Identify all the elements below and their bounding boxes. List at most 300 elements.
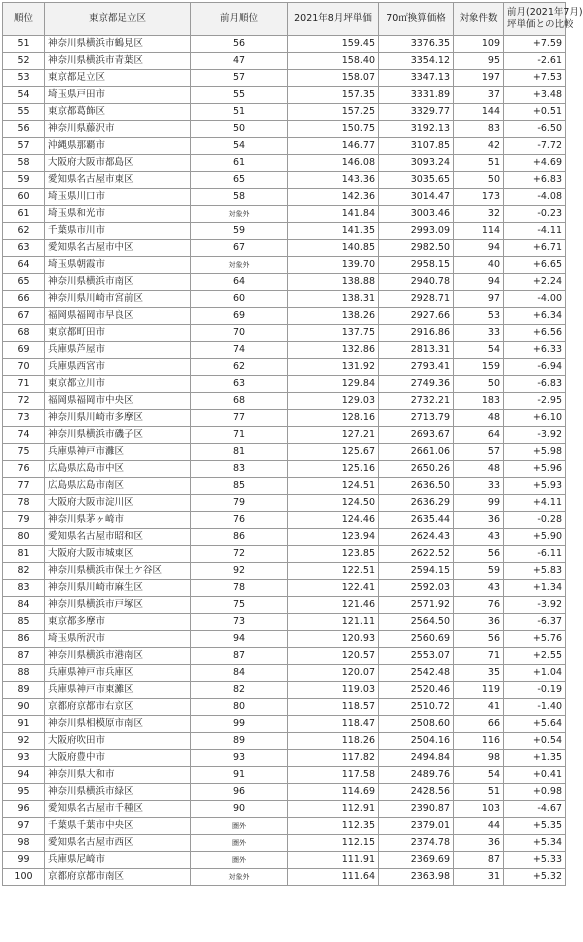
area-cell: 大阪府吹田市 [45, 733, 191, 750]
diff-cell: +6.10 [504, 410, 566, 427]
diff-cell: +5.33 [504, 852, 566, 869]
area-cell: 広島県広島市中区 [45, 461, 191, 478]
count-cell: 66 [454, 716, 504, 733]
prev-rank-cell: 対象外 [191, 869, 288, 886]
diff-cell: -0.19 [504, 682, 566, 699]
diff-cell: +7.53 [504, 70, 566, 87]
prev-rank-cell: 圏外 [191, 835, 288, 852]
area-cell: 福岡県福岡市中央区 [45, 393, 191, 410]
prev-rank-cell: 57 [191, 70, 288, 87]
price-tsubo-cell: 143.36 [288, 172, 379, 189]
price-70-cell: 2916.86 [379, 325, 454, 342]
diff-cell: +1.34 [504, 580, 566, 597]
area-cell: 大阪府大阪市都島区 [45, 155, 191, 172]
prev-rank-cell: 92 [191, 563, 288, 580]
prev-rank-cell: 51 [191, 104, 288, 121]
rank-cell: 76 [3, 461, 45, 478]
area-cell: 埼玉県所沢市 [45, 631, 191, 648]
diff-cell: -1.40 [504, 699, 566, 716]
area-cell: 神奈川県横浜市鶴見区 [45, 36, 191, 53]
count-cell: 31 [454, 869, 504, 886]
prev-rank-cell: 74 [191, 342, 288, 359]
price-70-cell: 2624.43 [379, 529, 454, 546]
table-row [3, 291, 566, 308]
price-70-cell: 2982.50 [379, 240, 454, 257]
table-row [3, 614, 566, 631]
count-cell: 64 [454, 427, 504, 444]
prev-rank-cell: 96 [191, 784, 288, 801]
diff-cell: -6.11 [504, 546, 566, 563]
rank-cell: 81 [3, 546, 45, 563]
table-row [3, 478, 566, 495]
price-tsubo-cell: 129.84 [288, 376, 379, 393]
table-row [3, 308, 566, 325]
count-cell: 51 [454, 784, 504, 801]
price-70-cell: 2520.46 [379, 682, 454, 699]
prev-rank-cell: 77 [191, 410, 288, 427]
table-row [3, 87, 566, 104]
table-row [3, 138, 566, 155]
diff-cell: +3.48 [504, 87, 566, 104]
count-cell: 57 [454, 444, 504, 461]
rank-cell: 99 [3, 852, 45, 869]
price-tsubo-cell: 124.50 [288, 495, 379, 512]
price-70-cell: 2622.52 [379, 546, 454, 563]
rank-cell: 59 [3, 172, 45, 189]
diff-cell: +5.96 [504, 461, 566, 478]
rank-cell: 67 [3, 308, 45, 325]
count-cell: 94 [454, 240, 504, 257]
price-tsubo-cell: 121.11 [288, 614, 379, 631]
price-70-cell: 2636.29 [379, 495, 454, 512]
table-row [3, 869, 566, 886]
table-row [3, 240, 566, 257]
price-tsubo-cell: 131.92 [288, 359, 379, 376]
rank-cell: 62 [3, 223, 45, 240]
diff-cell: +6.56 [504, 325, 566, 342]
table-row [3, 546, 566, 563]
diff-cell: +6.65 [504, 257, 566, 274]
prev-rank-cell: 89 [191, 733, 288, 750]
rank-cell: 52 [3, 53, 45, 70]
price-tsubo-cell: 150.75 [288, 121, 379, 138]
area-cell: 埼玉県朝霞市 [45, 257, 191, 274]
price-70-cell: 3192.13 [379, 121, 454, 138]
diff-cell: +2.55 [504, 648, 566, 665]
price-70-cell: 2940.78 [379, 274, 454, 291]
diff-cell: -4.11 [504, 223, 566, 240]
rank-cell: 53 [3, 70, 45, 87]
price-70-cell: 2363.98 [379, 869, 454, 886]
rank-cell: 74 [3, 427, 45, 444]
rank-cell: 72 [3, 393, 45, 410]
area-cell: 神奈川県横浜市緑区 [45, 784, 191, 801]
count-cell: 35 [454, 665, 504, 682]
price-70-cell: 3347.13 [379, 70, 454, 87]
table-row [3, 597, 566, 614]
diff-cell: +1.35 [504, 750, 566, 767]
area-cell: 兵庫県芦屋市 [45, 342, 191, 359]
count-cell: 54 [454, 767, 504, 784]
count-cell: 103 [454, 801, 504, 818]
table-row [3, 223, 566, 240]
table-row [3, 767, 566, 784]
prev-rank-cell: 67 [191, 240, 288, 257]
diff-cell: +7.59 [504, 36, 566, 53]
price-70-cell: 2508.60 [379, 716, 454, 733]
rank-cell: 64 [3, 257, 45, 274]
price-70-cell: 3329.77 [379, 104, 454, 121]
count-cell: 33 [454, 478, 504, 495]
price-70-cell: 2661.06 [379, 444, 454, 461]
area-cell: 東京都葛飾区 [45, 104, 191, 121]
rank-cell: 65 [3, 274, 45, 291]
diff-cell: -3.92 [504, 427, 566, 444]
diff-cell: +1.04 [504, 665, 566, 682]
header-diff-line2: 坪単価との比較 [507, 19, 574, 30]
table-row [3, 36, 566, 53]
area-cell: 兵庫県神戸市灘区 [45, 444, 191, 461]
price-70-cell: 3093.24 [379, 155, 454, 172]
count-cell: 159 [454, 359, 504, 376]
price-70-cell: 3035.65 [379, 172, 454, 189]
header-rank: 順位 [3, 3, 45, 36]
price-70-cell: 2542.48 [379, 665, 454, 682]
area-cell: 京都府京都市右京区 [45, 699, 191, 716]
price-70-cell: 3354.12 [379, 53, 454, 70]
price-tsubo-cell: 122.51 [288, 563, 379, 580]
price-tsubo-cell: 141.35 [288, 223, 379, 240]
area-cell: 兵庫県神戸市東灘区 [45, 682, 191, 699]
rank-cell: 60 [3, 189, 45, 206]
count-cell: 83 [454, 121, 504, 138]
table-row [3, 393, 566, 410]
area-cell: 大阪府大阪市淀川区 [45, 495, 191, 512]
price-tsubo-cell: 118.26 [288, 733, 379, 750]
price-70-cell: 2494.84 [379, 750, 454, 767]
prev-rank-cell: 81 [191, 444, 288, 461]
table-row [3, 529, 566, 546]
area-cell: 埼玉県戸田市 [45, 87, 191, 104]
area-cell: 愛知県名古屋市昭和区 [45, 529, 191, 546]
price-70-cell: 2958.15 [379, 257, 454, 274]
table-row [3, 495, 566, 512]
price-tsubo-cell: 157.35 [288, 87, 379, 104]
table-row [3, 852, 566, 869]
prev-rank-cell: 90 [191, 801, 288, 818]
price-70-cell: 2374.78 [379, 835, 454, 852]
header-price-tsubo: 2021年8月坪単価 [288, 3, 379, 36]
count-cell: 87 [454, 852, 504, 869]
ranking-table [2, 2, 583, 886]
price-tsubo-cell: 127.21 [288, 427, 379, 444]
area-cell: 大阪府大阪市城東区 [45, 546, 191, 563]
price-tsubo-cell: 121.46 [288, 597, 379, 614]
count-cell: 36 [454, 614, 504, 631]
diff-cell: -7.72 [504, 138, 566, 155]
diff-cell: -0.28 [504, 512, 566, 529]
price-tsubo-cell: 158.07 [288, 70, 379, 87]
price-tsubo-cell: 125.16 [288, 461, 379, 478]
prev-rank-cell: 59 [191, 223, 288, 240]
price-70-cell: 2594.15 [379, 563, 454, 580]
prev-rank-cell: 61 [191, 155, 288, 172]
price-tsubo-cell: 119.03 [288, 682, 379, 699]
price-70-cell: 2564.50 [379, 614, 454, 631]
diff-cell: +6.33 [504, 342, 566, 359]
price-70-cell: 2636.50 [379, 478, 454, 495]
count-cell: 33 [454, 325, 504, 342]
table-row [3, 699, 566, 716]
prev-rank-cell: 60 [191, 291, 288, 308]
area-cell: 福岡県福岡市早良区 [45, 308, 191, 325]
diff-cell: +4.69 [504, 155, 566, 172]
prev-rank-cell: 圏外 [191, 852, 288, 869]
area-cell: 東京都立川市 [45, 376, 191, 393]
count-cell: 50 [454, 172, 504, 189]
prev-rank-cell: 55 [191, 87, 288, 104]
count-cell: 37 [454, 87, 504, 104]
price-70-cell: 2927.66 [379, 308, 454, 325]
prev-rank-cell: 85 [191, 478, 288, 495]
price-tsubo-cell: 138.26 [288, 308, 379, 325]
table-row [3, 631, 566, 648]
diff-cell: +0.41 [504, 767, 566, 784]
rank-cell: 85 [3, 614, 45, 631]
area-cell: 神奈川県川崎市宮前区 [45, 291, 191, 308]
count-cell: 53 [454, 308, 504, 325]
rank-cell: 100 [3, 869, 45, 886]
rank-cell: 92 [3, 733, 45, 750]
rank-cell: 58 [3, 155, 45, 172]
rank-cell: 96 [3, 801, 45, 818]
diff-cell: +0.98 [504, 784, 566, 801]
table-row [3, 70, 566, 87]
area-cell: 神奈川県横浜市青葉区 [45, 53, 191, 70]
rank-cell: 63 [3, 240, 45, 257]
prev-rank-cell: 94 [191, 631, 288, 648]
prev-rank-cell: 71 [191, 427, 288, 444]
price-70-cell: 2428.56 [379, 784, 454, 801]
price-70-cell: 2560.69 [379, 631, 454, 648]
table-row [3, 733, 566, 750]
prev-rank-cell: 圏外 [191, 818, 288, 835]
price-70-cell: 2571.92 [379, 597, 454, 614]
table-row [3, 427, 566, 444]
table-row [3, 376, 566, 393]
diff-cell: +2.24 [504, 274, 566, 291]
price-tsubo-cell: 146.08 [288, 155, 379, 172]
price-70-cell: 2713.79 [379, 410, 454, 427]
rank-cell: 71 [3, 376, 45, 393]
price-tsubo-cell: 112.91 [288, 801, 379, 818]
table-row [3, 172, 566, 189]
header-prev-rank: 前月順位 [191, 3, 288, 36]
prev-rank-cell: 47 [191, 53, 288, 70]
table-row [3, 121, 566, 138]
price-tsubo-cell: 157.25 [288, 104, 379, 121]
count-cell: 54 [454, 342, 504, 359]
price-70-cell: 2928.71 [379, 291, 454, 308]
price-tsubo-cell: 140.85 [288, 240, 379, 257]
rank-cell: 97 [3, 818, 45, 835]
price-tsubo-cell: 124.51 [288, 478, 379, 495]
diff-cell: +5.93 [504, 478, 566, 495]
price-tsubo-cell: 146.77 [288, 138, 379, 155]
area-cell: 兵庫県神戸市兵庫区 [45, 665, 191, 682]
price-tsubo-cell: 137.75 [288, 325, 379, 342]
price-tsubo-cell: 141.84 [288, 206, 379, 223]
prev-rank-cell: 63 [191, 376, 288, 393]
price-70-cell: 2390.87 [379, 801, 454, 818]
area-cell: 千葉県千葉市中央区 [45, 818, 191, 835]
rank-cell: 73 [3, 410, 45, 427]
count-cell: 144 [454, 104, 504, 121]
price-70-cell: 3107.85 [379, 138, 454, 155]
area-cell: 兵庫県尼崎市 [45, 852, 191, 869]
prev-rank-cell: 64 [191, 274, 288, 291]
rank-cell: 86 [3, 631, 45, 648]
count-cell: 119 [454, 682, 504, 699]
rank-cell: 89 [3, 682, 45, 699]
price-tsubo-cell: 122.41 [288, 580, 379, 597]
diff-cell: +5.83 [504, 563, 566, 580]
count-cell: 183 [454, 393, 504, 410]
area-cell: 京都府京都市南区 [45, 869, 191, 886]
prev-rank-cell: 84 [191, 665, 288, 682]
rank-cell: 78 [3, 495, 45, 512]
count-cell: 116 [454, 733, 504, 750]
price-tsubo-cell: 139.70 [288, 257, 379, 274]
price-tsubo-cell: 138.88 [288, 274, 379, 291]
diff-cell: -4.08 [504, 189, 566, 206]
rank-cell: 54 [3, 87, 45, 104]
table-body [3, 36, 566, 886]
rank-cell: 90 [3, 699, 45, 716]
table-row [3, 512, 566, 529]
diff-cell: +0.51 [504, 104, 566, 121]
price-70-cell: 2379.01 [379, 818, 454, 835]
count-cell: 56 [454, 631, 504, 648]
table-row [3, 784, 566, 801]
price-70-cell: 3014.47 [379, 189, 454, 206]
diff-cell: +5.64 [504, 716, 566, 733]
area-cell: 兵庫県西宮市 [45, 359, 191, 376]
price-70-cell: 2732.21 [379, 393, 454, 410]
price-70-cell: 2369.69 [379, 852, 454, 869]
table-row [3, 189, 566, 206]
diff-cell: +5.90 [504, 529, 566, 546]
count-cell: 41 [454, 699, 504, 716]
table-row [3, 325, 566, 342]
prev-rank-cell: 75 [191, 597, 288, 614]
price-tsubo-cell: 120.57 [288, 648, 379, 665]
rank-cell: 82 [3, 563, 45, 580]
table-row [3, 648, 566, 665]
prev-rank-cell: 73 [191, 614, 288, 631]
rank-cell: 68 [3, 325, 45, 342]
count-cell: 42 [454, 138, 504, 155]
price-tsubo-cell: 112.15 [288, 835, 379, 852]
count-cell: 109 [454, 36, 504, 53]
table-row [3, 274, 566, 291]
price-70-cell: 2993.09 [379, 223, 454, 240]
count-cell: 50 [454, 376, 504, 393]
diff-cell: +5.34 [504, 835, 566, 852]
diff-cell: +6.34 [504, 308, 566, 325]
count-cell: 48 [454, 461, 504, 478]
prev-rank-cell: 対象外 [191, 206, 288, 223]
rank-cell: 93 [3, 750, 45, 767]
rank-cell: 51 [3, 36, 45, 53]
prev-rank-cell: 62 [191, 359, 288, 376]
price-tsubo-cell: 111.91 [288, 852, 379, 869]
diff-cell: +4.11 [504, 495, 566, 512]
price-70-cell: 3376.35 [379, 36, 454, 53]
area-cell: 広島県広島市南区 [45, 478, 191, 495]
price-tsubo-cell: 123.94 [288, 529, 379, 546]
table-row [3, 53, 566, 70]
area-cell: 神奈川県横浜市保土ケ谷区 [45, 563, 191, 580]
table-row [3, 750, 566, 767]
area-cell: 神奈川県相模原市南区 [45, 716, 191, 733]
diff-cell: +5.76 [504, 631, 566, 648]
price-tsubo-cell: 129.03 [288, 393, 379, 410]
count-cell: 173 [454, 189, 504, 206]
rank-cell: 95 [3, 784, 45, 801]
price-tsubo-cell: 142.36 [288, 189, 379, 206]
price-tsubo-cell: 117.82 [288, 750, 379, 767]
rank-cell: 69 [3, 342, 45, 359]
table-row [3, 835, 566, 852]
diff-cell: -6.37 [504, 614, 566, 631]
count-cell: 76 [454, 597, 504, 614]
table-row [3, 342, 566, 359]
price-70-cell: 2793.41 [379, 359, 454, 376]
rank-cell: 91 [3, 716, 45, 733]
table-row [3, 682, 566, 699]
count-cell: 97 [454, 291, 504, 308]
prev-rank-cell: 69 [191, 308, 288, 325]
count-cell: 98 [454, 750, 504, 767]
table-row [3, 716, 566, 733]
prev-rank-cell: 76 [191, 512, 288, 529]
price-tsubo-cell: 120.07 [288, 665, 379, 682]
diff-cell: -2.95 [504, 393, 566, 410]
prev-rank-cell: 対象外 [191, 257, 288, 274]
rank-cell: 94 [3, 767, 45, 784]
prev-rank-cell: 68 [191, 393, 288, 410]
diff-cell: -0.23 [504, 206, 566, 223]
area-cell: 神奈川県横浜市磯子区 [45, 427, 191, 444]
prev-rank-cell: 58 [191, 189, 288, 206]
price-tsubo-cell: 118.47 [288, 716, 379, 733]
diff-cell: -4.00 [504, 291, 566, 308]
price-tsubo-cell: 138.31 [288, 291, 379, 308]
diff-cell: -6.94 [504, 359, 566, 376]
price-tsubo-cell: 114.69 [288, 784, 379, 801]
price-70-cell: 2592.03 [379, 580, 454, 597]
price-tsubo-cell: 111.64 [288, 869, 379, 886]
count-cell: 48 [454, 410, 504, 427]
area-cell: 東京都足立区 [45, 70, 191, 87]
diff-cell: +5.98 [504, 444, 566, 461]
area-cell: 大阪府豊中市 [45, 750, 191, 767]
area-cell: 神奈川県藤沢市 [45, 121, 191, 138]
area-cell: 神奈川県川崎市麻生区 [45, 580, 191, 597]
table-row [3, 665, 566, 682]
rank-cell: 77 [3, 478, 45, 495]
